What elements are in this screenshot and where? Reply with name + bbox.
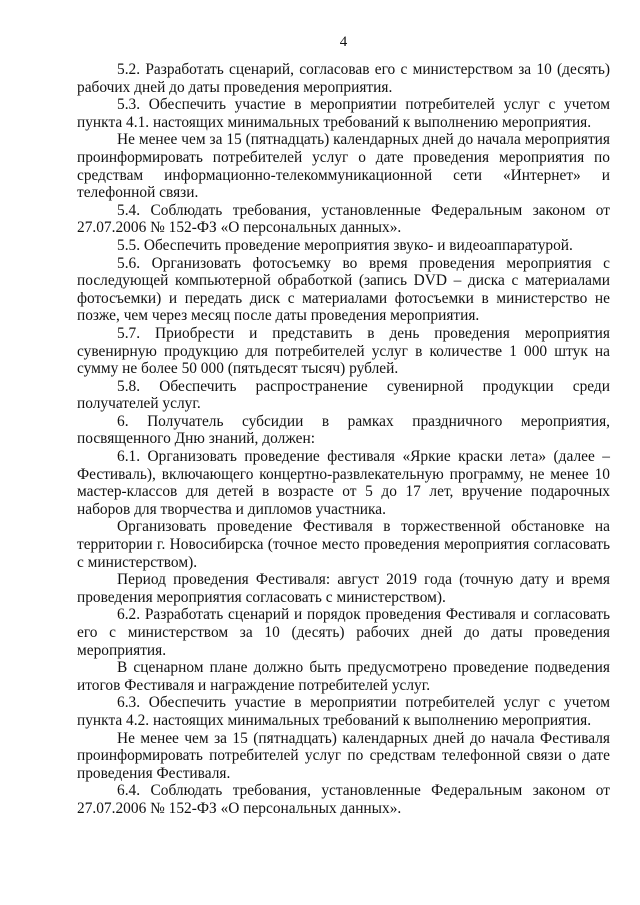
paragraph-5-2: 5.2. Разработать сценарий, согласовав его с министерством за 10 (десять) рабочих дней до даты проведения мероприятия. [77, 61, 610, 96]
page-number: 4 [339, 34, 348, 50]
paragraph-6-4: 6.4. Соблюдать требования, установленные Федеральным законом от 27.07.2006 № 152-ФЗ «О персональных данных». [77, 782, 610, 817]
paragraph-5-4: 5.4. Соблюдать требования, установленные Федеральным законом от 27.07.2006 № 152-ФЗ «О персональных данных». [77, 201, 610, 237]
paragraph-5-3-notice: Не менее чем за 15 (пятнадцать) календарных дней до начала мероприятия проинформировать потребителей услуг о дате проведения мероприятия по средствам информационно-телекоммуникационной сети «Интернет» и телефонной связи. [77, 131, 610, 202]
paragraph-6-2-plan: В сценарном плане должно быть предусмотрено проведение подведения итогов Фестиваля и награждение потребителей услуг. [77, 659, 610, 694]
paragraph-6-3-notice: Не менее чем за 15 (пятнадцать) календарных дней до начала Фестиваля проинформировать потребителей услуг по средствам телефонной связи о дате проведения Фестиваля. [77, 729, 610, 782]
paragraph-6-1-period: Период проведения Фестиваля: август 2019 года (точную дату и время проведения мероприятия согласовать с министерством). [77, 571, 610, 606]
paragraph-5-6: 5.6. Организовать фотосъемку во время проведения мероприятия с последующей компьютерной обработкой (запись DVD – диска с материалами фотосъемки) и передать диск с материалами фотосъемки в министерство не позже, чем через месяц после даты проведения мероприятия. [77, 254, 610, 325]
paragraph-6-1: 6.1. Организовать проведение фестиваля «Яркие краски лета» (далее – Фестиваль), включающего концертно-развлекательную программу, не менее 10 мастер-классов для детей в возрасте от 5 до 17 лет, вручение подарочных наборов для творчества и дипломов участника. [77, 448, 610, 518]
document-body [77, 61, 610, 818]
paragraph-6-1-venue: Организовать проведение Фестиваля в торжественной обстановке на территории г. Новосибирска (точное место проведения мероприятия согласовать с министерством). [77, 518, 610, 571]
paragraph-6: 6. Получатель субсидии в рамках праздничного мероприятия, посвященного Дню знаний, должен: [77, 412, 610, 448]
paragraph-5-8: 5.8. Обеспечить распространение сувенирной продукции среди получателей услуг. [77, 377, 610, 413]
paragraph-6-2: 6.2. Разработать сценарий и порядок проведения Фестиваля и согласовать его с министерством за 10 (десять) рабочих дней до даты проведения мероприятия. [77, 606, 610, 659]
document-page [77, 33, 610, 818]
paragraph-5-3: 5.3. Обеспечить участие в мероприятии потребителей услуг с учетом пункта 4.1. настоящих минимальных требований к выполнению мероприятия. [77, 96, 610, 131]
paragraph-5-5: 5.5. Обеспечить проведение мероприятия звуко- и видеоаппаратурой. [117, 236, 573, 254]
paragraph-6-3: 6.3. Обеспечить участие в мероприятии потребителей услуг с учетом пункта 4.2. настоящих минимальных требований к выполнению мероприятия. [77, 694, 610, 729]
paragraph-5-7: 5.7. Приобрести и представить в день проведения мероприятия сувенирную продукцию для потребителей услуг в количестве 1 000 штук на сумму не более 50 000 (пятьдесят тысяч) рублей. [77, 324, 610, 378]
